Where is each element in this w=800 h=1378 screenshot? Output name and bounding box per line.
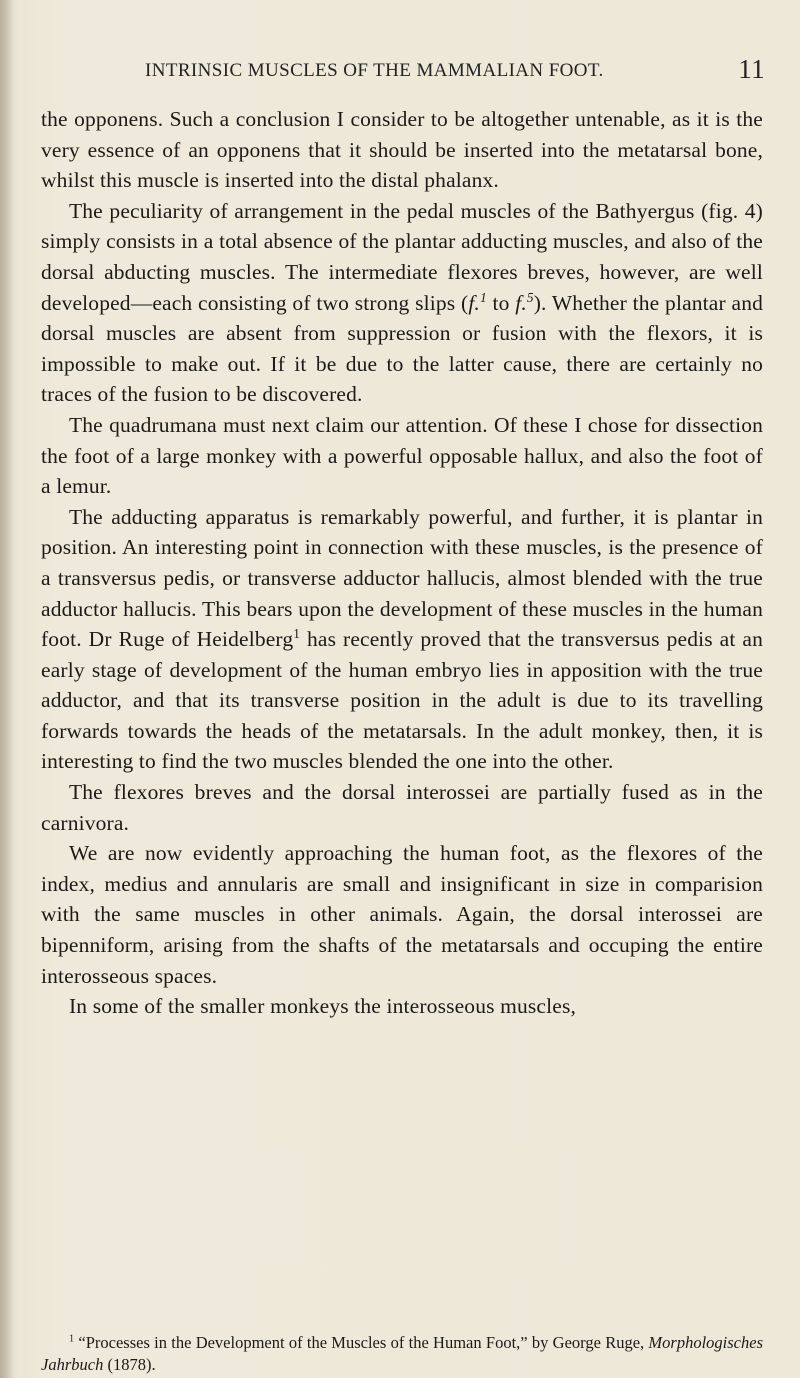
paragraph-3-text: The quadrumana must next claim our attention. Of these I chose for dissection the foot of a large monkey with a powerful opposable hallux, and also the foot of a lemur. [41, 412, 763, 499]
paragraph-3 [41, 410, 763, 502]
paragraph-2-text-a: The peculiarity of arrangement in the pedal muscles of the Bathyergus (fig. 4) simply consists in a total absence of the plantar adducting muscles, and also of the dorsal abducting muscles. The intermediate flexores breves, however, are well developed—each consisting of two strong slips ( [41, 198, 763, 315]
footnote [41, 1332, 763, 1376]
paragraph-2 [41, 196, 763, 410]
paragraph-7-text: In some of the smaller monkeys the interosseous muscles, [69, 994, 576, 1019]
figure-ref-f1-sup: 1 [479, 289, 487, 305]
figure-ref-f5-letter: f. [515, 290, 527, 315]
paragraph-1 [41, 104, 763, 196]
footnote-text-a: “Processes in the Development of the Muscles of the Human Foot,” by George Ruge, [74, 1333, 649, 1352]
paragraph-5-text: The flexores breves and the dorsal interossei are partially fused as in the carnivora. [41, 780, 763, 835]
footnote-text [41, 1332, 763, 1376]
figure-ref-f5-sup: 5 [526, 289, 534, 305]
paragraph-5 [41, 777, 763, 838]
figure-ref-f1 [468, 291, 486, 315]
paragraph-6-text: We are now evidently approaching the human foot, as the flexores of the index, medius and annularis are small and insignificant in size in comparision with the same muscles in other animals. Again, the dorsal interossei are bipenniform, arising from the shafts of the metatarsals and occuping the entire interosseous spaces. [41, 841, 763, 988]
paragraph-2-text-b: ). Whether the plantar and dorsal muscles are absent from suppression or fusion with the flexors, it is impossible to make out. If it be due to the latter cause, there are certainly no traces of the fusion to be discovered. [41, 290, 763, 407]
footnote-reference: 1 [293, 625, 301, 641]
paragraph-1-text: the opponens. Such a conclusion I consider to be altogether untenable, as it is the very essence of an opponens that it should be inserted into the metatarsal bone, whilst this muscle is inserted into the distal phalanx. [41, 107, 763, 193]
footnote-journal: Morphologisches Jahrbuch [41, 1333, 763, 1374]
page-number: 11 [738, 54, 765, 84]
gutter-shadow [0, 0, 14, 1378]
running-title: INTRINSIC MUSCLES OF THE MAMMALIAN FOOT. [145, 60, 604, 81]
paragraph-7 [41, 991, 763, 1022]
body-text [41, 104, 763, 1022]
figure-ref-f1-letter: f. [468, 290, 480, 315]
paragraph-4-text-a: The adducting apparatus is remarkably powerful, and further, it is plantar in position. An interesting point in connection with these muscles, is the presence of a transversus pedis, or transverse adductor hallucis, almost blended with the true adductor hallucis. This bears upon the development of these muscles in the human foot. Dr Ruge of Heidelberg [41, 504, 763, 652]
paragraph-2-to: to [486, 290, 516, 315]
paragraph-4 [41, 502, 763, 777]
paragraph-4-text-b: has recently proved that the transversus pedis at an early stage of development of the human embryo lies in apposition with the true adductor, and that its transverse position in the adult is due to its travelling forwards towards the heads of the metatarsals. In the adult monkey, then, it is interesting to find the two muscles blended the one into the other. [41, 627, 763, 774]
paragraph-6 [41, 838, 763, 991]
figure-ref-f5 [515, 291, 533, 315]
running-header [145, 54, 765, 84]
footnote-text-b: (1878). [103, 1355, 156, 1374]
footnote-marker: 1 [69, 1333, 75, 1345]
